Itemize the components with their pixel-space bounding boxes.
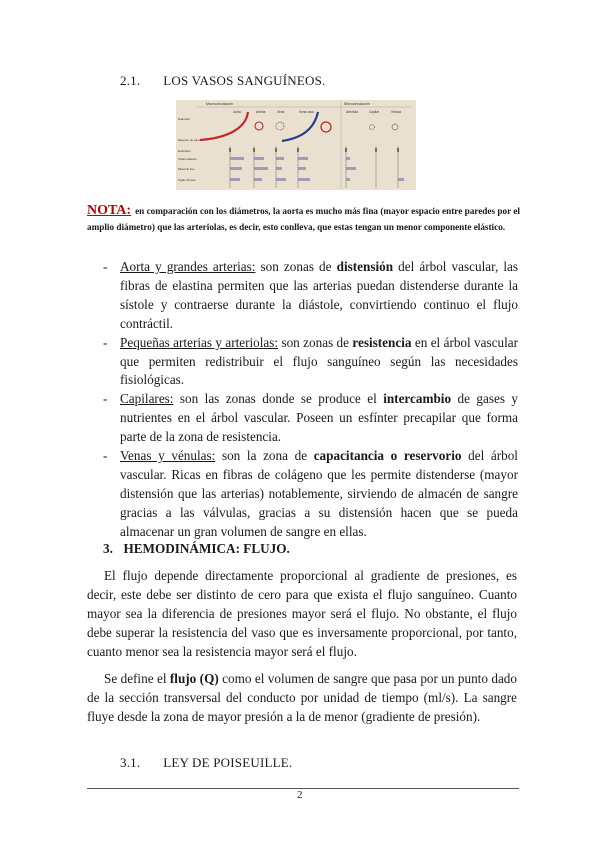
- list-text: son la zona de: [215, 448, 314, 464]
- nota-text: en comparación con los diámetros, la aorta es mucho más fina (mayor espacio entre paredes por el amplio diámetro) que las arteriolas, es decir, esto conlleva, que estas tengan un menor componente elástico.: [87, 206, 520, 232]
- footer-rule: [87, 788, 519, 789]
- fibrous-fill: [346, 178, 350, 181]
- list-bold: intercambio: [383, 391, 452, 407]
- row-label-endotelio: Endotelio: [178, 149, 191, 153]
- list-dash: -: [103, 448, 108, 464]
- list-text: del árbol vascular. Ricas en fibras de colágeno que les permite distenderse (mayor distensión que las arterias) notablemente, sirviendo de almacén de sangre gracias a las válvulas, gracias a su distensión hacen que se pueda almacenar un gran volumen de sangre en ellas.: [120, 448, 518, 539]
- row-label-elastico: Tejido elástico: [178, 157, 197, 161]
- muscle-fill: [254, 167, 268, 170]
- endothelium-marks: [230, 148, 398, 152]
- paragraph-flow-definition: [87, 670, 517, 727]
- list-dash: -: [103, 259, 108, 274]
- figure-header-micro: Microcirculación: [344, 102, 370, 106]
- nota-block: [87, 203, 520, 235]
- list-dash: -: [103, 334, 108, 350]
- list-item: [103, 447, 518, 542]
- list-term: Capilares:: [120, 391, 174, 407]
- row-label-musculo: Músculo liso: [178, 167, 195, 171]
- vessel-label-venula: Vénula: [391, 110, 401, 114]
- elastic-fill: [298, 157, 308, 160]
- page-number: 2: [297, 789, 303, 801]
- row-label-espesor: Espesor de pared: [178, 138, 202, 142]
- list-term: Pequeñas arterias y arteriolas:: [120, 334, 279, 350]
- section-title: HEMODINÁMICA: FLUJO.: [123, 541, 290, 556]
- list-item: [103, 258, 518, 334]
- paragraph-flow-gradient: El flujo depende directamente proporcional al gradiente de presiones, es decir, este debe ser distinto de cero para que exista el flujo sanguíneo. Cuanto mayor sea la diferencia de presiones mayor será el flujo. No obstante, el flujo debe superar la resistencia del vaso que es inversamente proporcional, por tanto, cuanto menor sea la resistencia mayor será el flujo.: [87, 568, 517, 659]
- list-bold: distensión: [336, 259, 394, 274]
- list-text: son zonas de: [255, 259, 337, 274]
- paragraph-text: Se define el: [104, 671, 170, 686]
- section-title: LOS VASOS SANGUÍNEOS.: [163, 73, 326, 88]
- capilar-cross-section: [370, 125, 375, 130]
- list-item: [103, 334, 518, 391]
- section-3-1-heading: [120, 755, 292, 771]
- section-2-1-heading: [120, 73, 326, 89]
- vessels-diagram: [176, 100, 416, 190]
- vessel-label-arteriola: Arteriola: [346, 110, 358, 114]
- elastic-fill: [346, 157, 350, 160]
- list-dash: -: [103, 391, 108, 407]
- paragraph-bold: flujo (Q): [169, 671, 219, 686]
- muscle-fill: [298, 167, 306, 170]
- section-number: 2.1.: [120, 73, 141, 88]
- vessel-label-vena-cava: Vena cava: [299, 110, 314, 114]
- section-3-heading: [103, 541, 290, 557]
- elastic-fill: [276, 157, 284, 160]
- list-text: de gases y nutrientes en el árbol vascular. Poseen un esfínter precapilar que forma parte de la zona de resistencia.: [120, 391, 518, 445]
- list-text: del árbol vascular, las fibras de elastina permiten que las arterias puedan distenderse durante la sístole y contraerse durante la diástole, convirtiendo continuo el flujo contráctil.: [120, 259, 519, 331]
- section-number: 3.: [103, 541, 113, 556]
- row-label-diametro: Diámetro: [178, 117, 191, 121]
- list-text: son las zonas donde se produce el: [173, 391, 384, 407]
- fibrous-fill: [276, 178, 286, 181]
- venula-cross-section: [392, 124, 398, 130]
- vena-cross-section: [276, 122, 284, 130]
- list-text: son zonas de: [278, 334, 353, 350]
- list-term: Venas y vénulas:: [120, 448, 216, 464]
- list-bold: resistencia: [352, 334, 412, 350]
- muscle-fill: [230, 167, 242, 170]
- paragraph-text: como el volumen de sangre que pasa por un punto dado de la sección transversal del conducto por unidad de tiempo (ml/s). La sangre fluye desde la zona de mayor presión a la de menor (gradiente de presión).: [87, 671, 517, 724]
- list-bold: capacitancia o reservorio: [313, 448, 462, 464]
- vessel-label-aorta: Aorta: [233, 110, 241, 114]
- vessel-label-vena: Vena: [277, 110, 285, 114]
- list-term: Aorta y grandes arterias:: [120, 259, 256, 274]
- elastic-fill: [230, 157, 244, 160]
- section-number: 3.1.: [120, 755, 141, 770]
- list-text: en el árbol vascular que permiten redistribuir el flujo sanguíneo según las necesidades fisiológicas.: [120, 334, 518, 388]
- arteria-cross-section: [255, 122, 263, 130]
- nota-label: NOTA:: [87, 203, 132, 218]
- fibrous-fill: [398, 178, 404, 181]
- figure-header-macro: Macrocirculación: [206, 102, 233, 106]
- fibrous-fill: [254, 178, 262, 181]
- vessel-label-capilar: Capilar: [369, 110, 380, 114]
- muscle-fill: [276, 167, 282, 170]
- row-label-fibroso: Tejido fibroso: [178, 178, 196, 182]
- elastic-fill: [254, 157, 264, 160]
- vessel-zones-list: [103, 258, 518, 542]
- arteriola-cross-section: [321, 122, 331, 132]
- vessel-label-arteria: Arteria: [256, 110, 266, 114]
- list-item: [103, 390, 518, 447]
- fibrous-fill: [230, 178, 240, 181]
- section-title: LEY DE POISEUILLE.: [163, 755, 293, 770]
- vessels-figure: [176, 100, 416, 190]
- fibrous-fill: [298, 178, 310, 181]
- aorta-wall-arc: [200, 112, 248, 140]
- muscle-fill: [346, 167, 356, 170]
- vena-cava-wall-arc: [282, 112, 318, 141]
